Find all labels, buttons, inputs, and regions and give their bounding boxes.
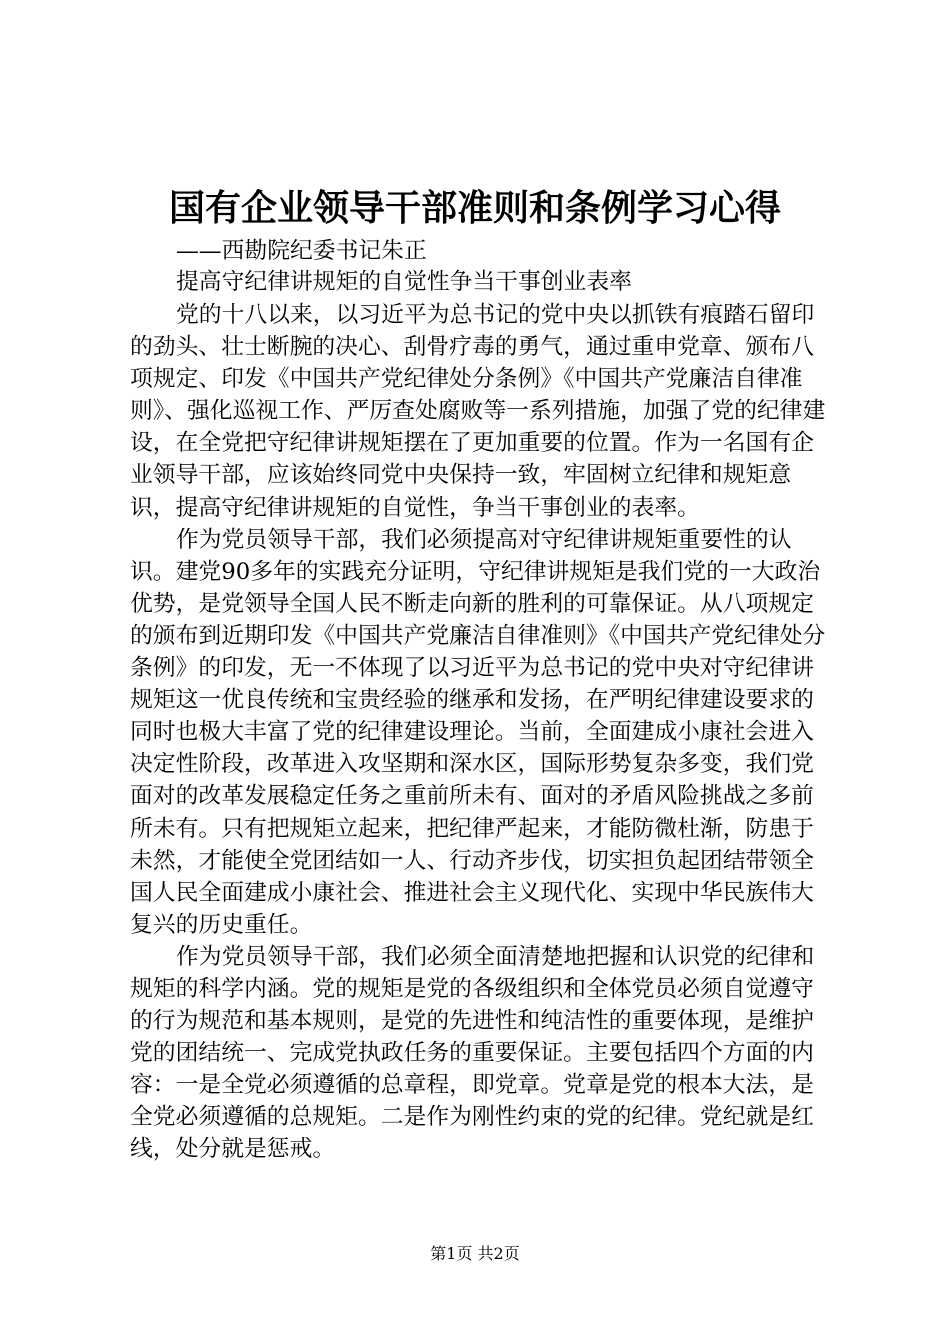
page-footer: 第1页 共2页	[430, 1244, 520, 1263]
author-byline: ——西勘院纪委书记朱正	[176, 238, 427, 264]
document-title: 国有企业领导干部准则和条例学习心得	[168, 187, 781, 229]
document-subtitle: 提高守纪律讲规矩的自觉性争当干事创业表率	[176, 269, 632, 295]
body-paragraph-3: 作为党员领导干部，我们必须全面清楚地把握和认识党的纪律和规矩的科学内涵。党的规矩是党的各级组织和全体党员必须自觉遵守的行为规范和基本规则，是党的先进性和纯洁性的重要体现，是维护党的团结统一、完成党执政任务的重要保证。主要包括四个方面的内容：一是全党必须遵循的总章程，即党章。党章是党的根本大法，是全党必须遵循的总规矩。二是作为刚性约束的党的纪律。党纪就是红线，处分就是惩戒。	[130, 943, 815, 1163]
body-paragraph-1: 党的十八以来，以习近平为总书记的党中央以抓铁有痕踏石留印的劲头、壮士断腕的决心、刮骨疗毒的勇气，通过重申党章、颁布八项规定、印发《中国共产党纪律处分条例》《中国共产党廉洁自律准则》、强化巡视工作、严厉查处腐败等一系列措施，加强了党的纪律建设，在全党把守纪律讲规矩摆在了更加重要的位置。作为一名国有企业领导干部，应该始终同党中央保持一致，牢固树立纪律和规矩意识，提高守纪律讲规矩的自觉性，争当干事创业的表率。	[130, 302, 826, 521]
document-body	[130, 299, 835, 1166]
body-paragraph-2: 作为党员领导干部，我们必须提高对守纪律讲规矩重要性的认识。建党90多年的实践充分证明，守纪律讲规矩是我们党的一大政治优势，是党领导全国人民不断走向新的胜利的可靠保证。从八项规定的颁布到近期印发《中国共产党廉洁自律准则》《中国共产党纪律处分条例》的印发，无一不体现了以习近平为总书记的党中央对守纪律讲规矩这一优良传统和宝贵经验的继承和发扬，在严明纪律建设要求的同时也极大丰富了党的纪律建设理论。当前，全面建成小康社会进入决定性阶段，改革进入攻坚期和深水区，国际形势复杂多变，我们党面对的改革发展稳定任务之重前所未有、面对的矛盾风险挑战之多前所未有。只有把规矩立起来，把纪律严起来，才能防微杜渐，防患于未然，才能使全党团结如一人、行动齐步伐，切实担负起团结带领全国人民全面建成小康社会、推进社会主义现代化、实现中华民族伟大复兴的历史重任。	[130, 526, 826, 938]
